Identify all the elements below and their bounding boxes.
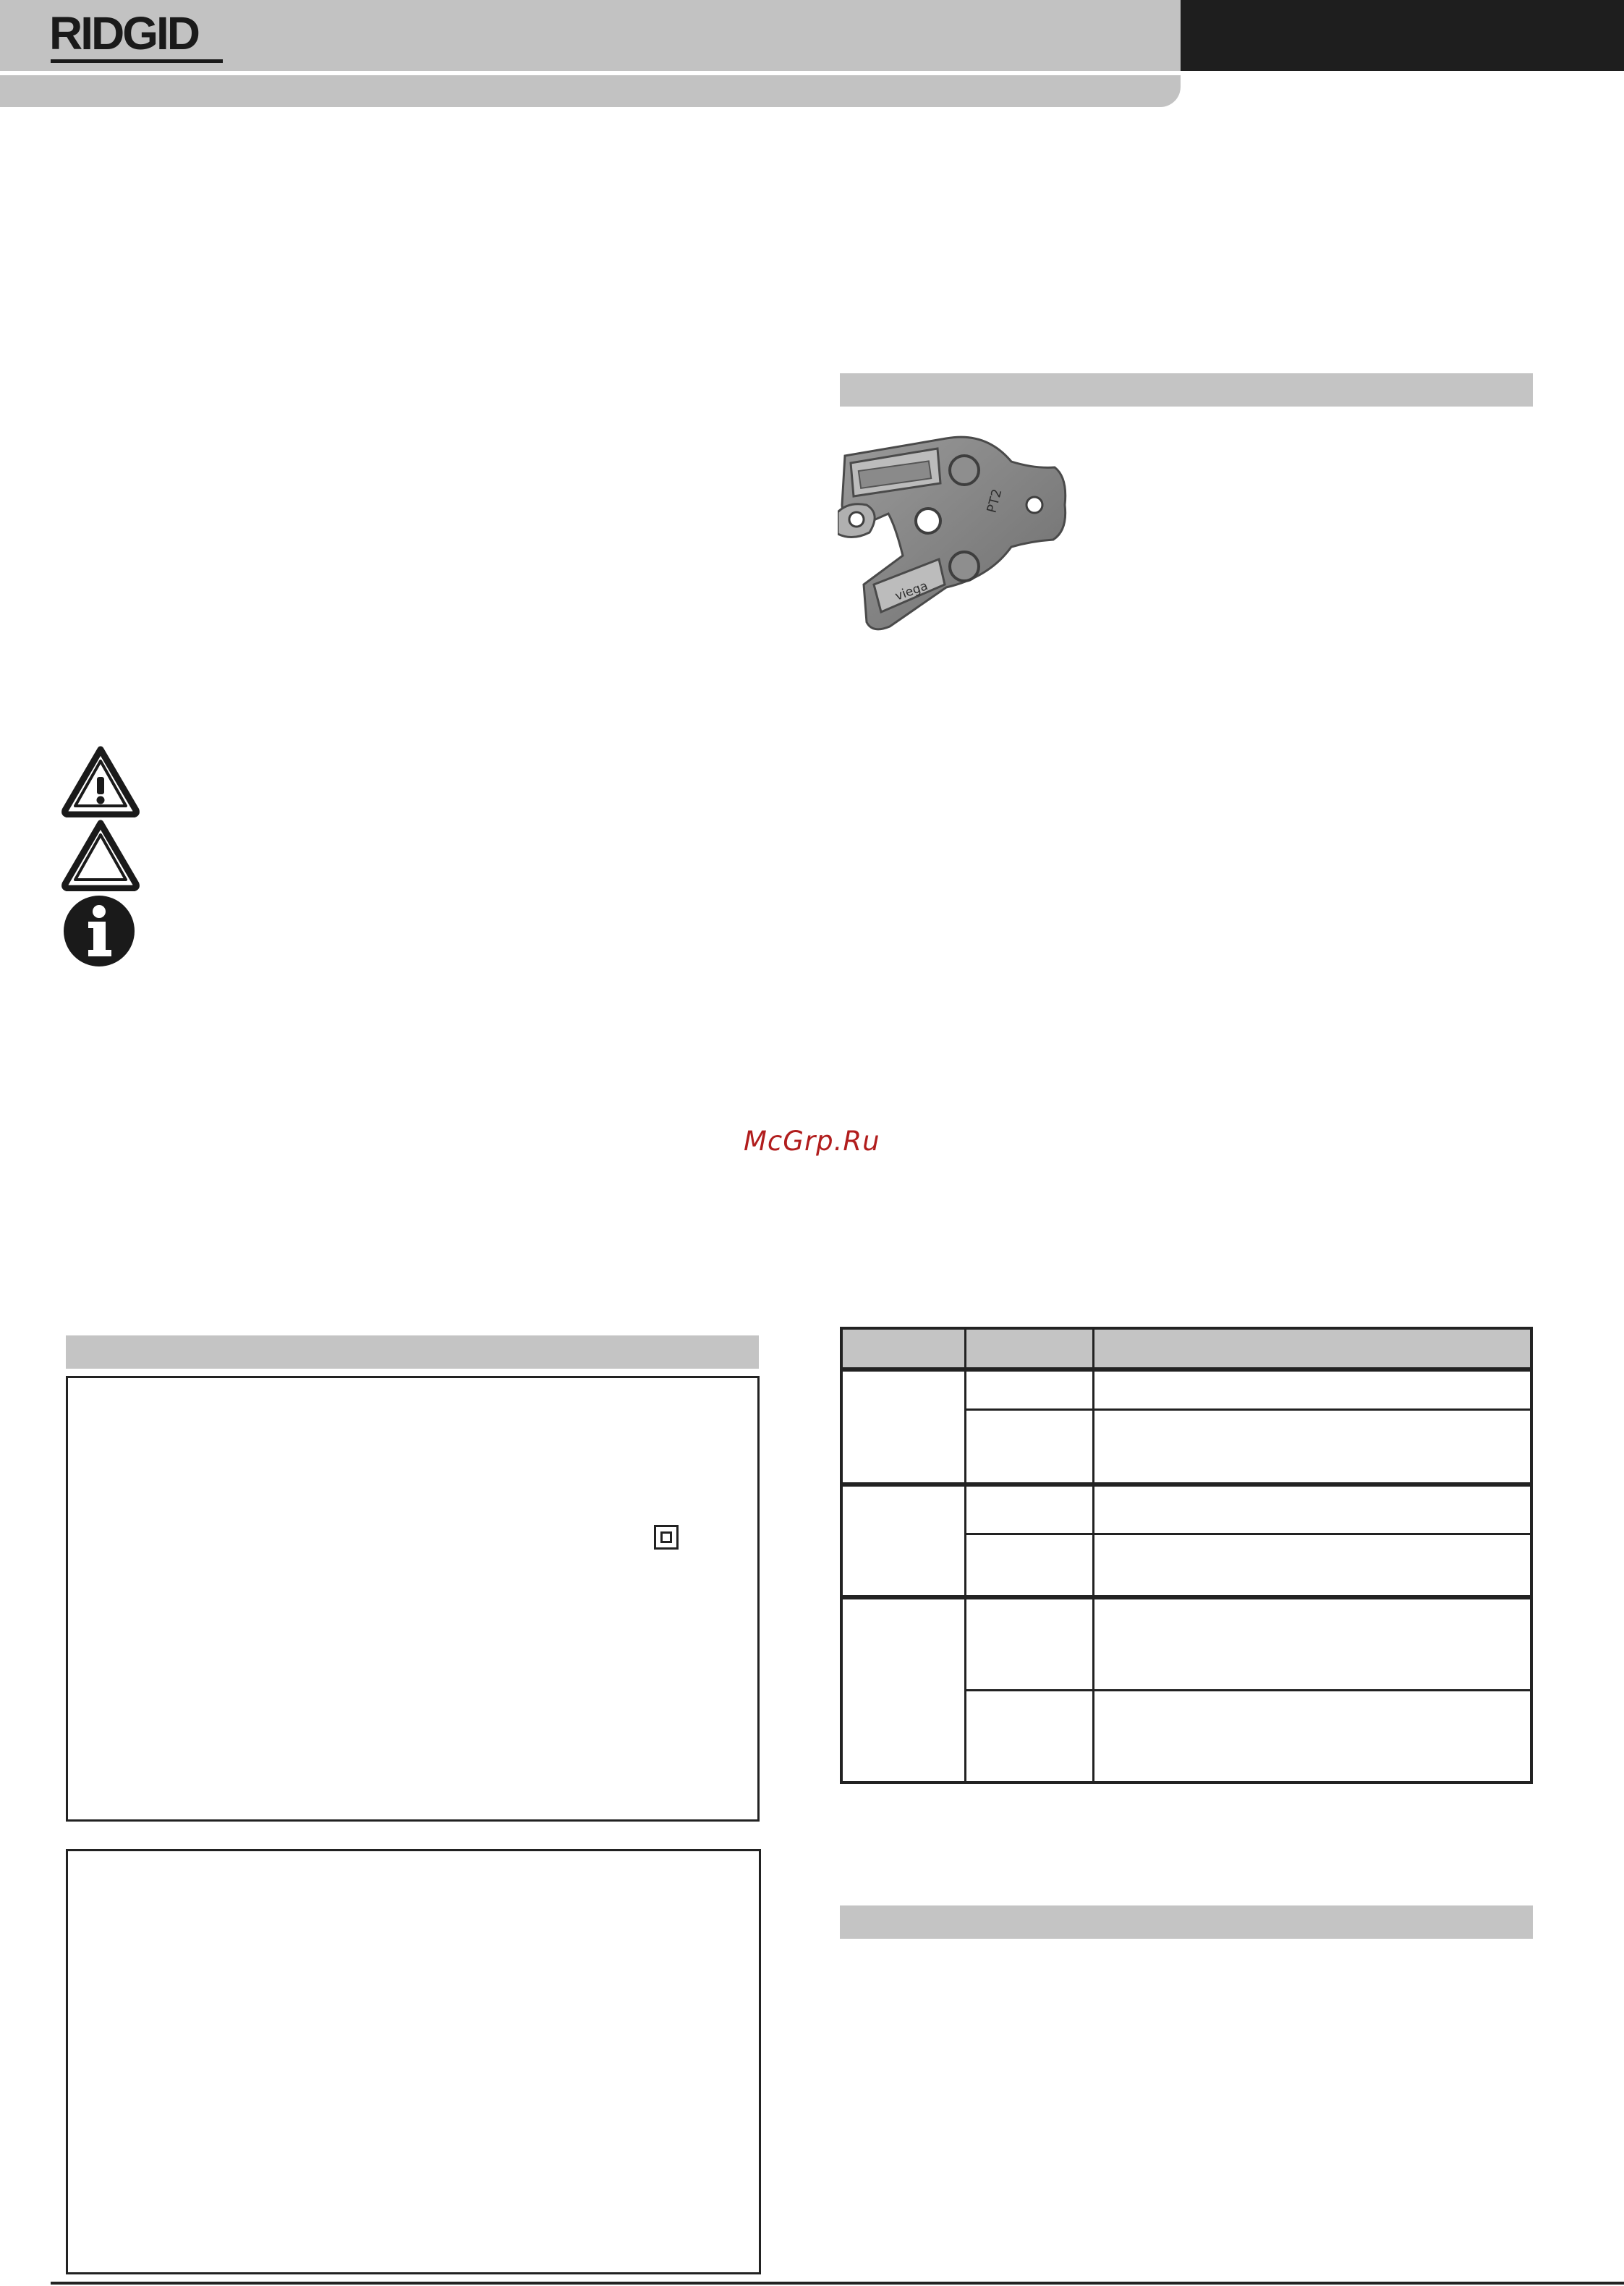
watermark: McGrp.Ru xyxy=(744,1126,880,1157)
table-group-label xyxy=(841,1369,966,1484)
notice-box-upper xyxy=(66,1376,760,1822)
spec-table-header-2 xyxy=(966,1328,1094,1369)
table-cell xyxy=(966,1597,1094,1690)
table-cell xyxy=(966,1484,1094,1534)
warning-exclamation-triangle-icon xyxy=(61,745,140,817)
jaw-marking-pt2: PT2 xyxy=(984,487,1006,515)
table-cell xyxy=(1094,1409,1532,1484)
table-group-label xyxy=(841,1597,966,1783)
table-cell xyxy=(1094,1534,1532,1597)
spec-table-header-1 xyxy=(841,1328,966,1369)
table-cell xyxy=(966,1409,1094,1484)
section-header-right-bottom xyxy=(840,1905,1533,1939)
section-header-right-top xyxy=(840,373,1533,407)
table-cell xyxy=(1094,1484,1532,1534)
table-cell xyxy=(966,1369,1094,1409)
notice-box-lower xyxy=(66,1849,761,2274)
info-icon xyxy=(62,894,136,968)
table-row xyxy=(841,1597,1531,1690)
ridgid-logo: RIDGID xyxy=(49,7,198,59)
table-row xyxy=(841,1369,1531,1409)
press-jaw-image xyxy=(838,433,1069,635)
spec-table-header-3 xyxy=(1094,1328,1532,1369)
jaw-marking-brand: viega xyxy=(893,579,930,604)
table-cell xyxy=(966,1534,1094,1597)
table-row xyxy=(841,1484,1531,1534)
header-tab-strip xyxy=(0,75,1181,107)
spec-table xyxy=(840,1327,1533,1784)
section-header-left-bottom xyxy=(66,1335,759,1369)
table-cell xyxy=(1094,1597,1532,1690)
page-bottom-rule xyxy=(51,2282,1624,2285)
header-dark-panel xyxy=(1181,0,1624,71)
logo-underline xyxy=(51,59,223,63)
table-cell xyxy=(1094,1690,1532,1783)
table-cell xyxy=(966,1690,1094,1783)
table-cell xyxy=(1094,1369,1532,1409)
table-group-label xyxy=(841,1484,966,1597)
double-insulation-icon xyxy=(654,1525,679,1550)
caution-triangle-icon xyxy=(61,819,140,891)
